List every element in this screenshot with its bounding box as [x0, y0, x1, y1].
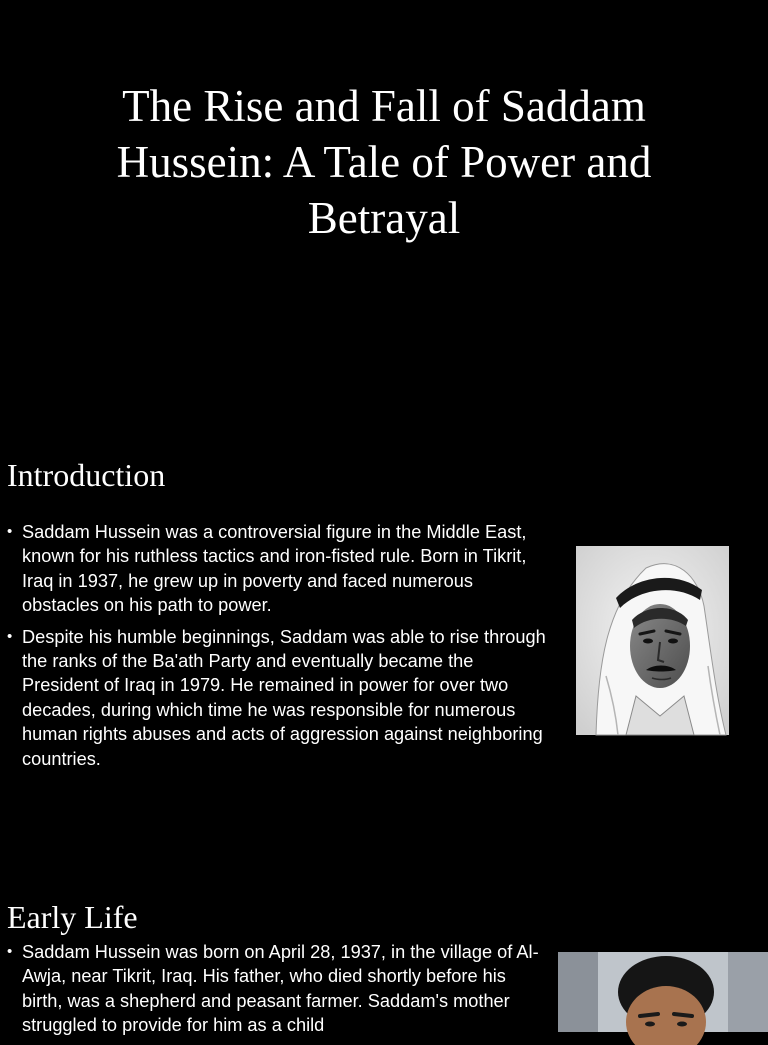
- early-life-slide: [0, 870, 768, 1036]
- saddam-photo: [558, 952, 768, 1032]
- early-life-heading: Early Life: [7, 899, 138, 935]
- presentation-title: The Rise and Fall of Saddam Hussein: A Tale of Power and Betrayal: [116, 81, 652, 243]
- title-slide: [0, 0, 768, 430]
- introduction-slide: [0, 430, 768, 870]
- early-life-bullet: • Saddam Hussein was born on April 28, 1937, in the village of Al-Awja, near Tikrit, Iraq. His father, who died shortly before his birth, was a shepherd and peasant farmer. Saddam's mother struggled to provide for him as a child: [6, 940, 546, 1038]
- early-life-bullet-list: [6, 940, 546, 1045]
- introduction-bullet: • Despite his humble beginnings, Saddam was able to rise through the ranks of the Ba'ath Party and eventually became the President of Iraq in 1979. He remained in power for over two decades, during which time he was responsible for numerous human rights abuses and acts of aggression against neighboring countries.: [6, 625, 546, 771]
- young-saddam-portrait-photo: [576, 546, 729, 735]
- introduction-bullet: • Saddam Hussein was a controversial figure in the Middle East, known for his ruthless tactics and iron-fisted rule. Born in Tikrit, Iraq in 1937, he grew up in poverty and faced numerous obstacles on his path to power.: [6, 520, 546, 618]
- photo-illustration: [558, 952, 768, 1032]
- portrait-illustration: [576, 546, 729, 735]
- introduction-heading: Introduction: [7, 457, 166, 493]
- introduction-bullet-list: [6, 520, 546, 778]
